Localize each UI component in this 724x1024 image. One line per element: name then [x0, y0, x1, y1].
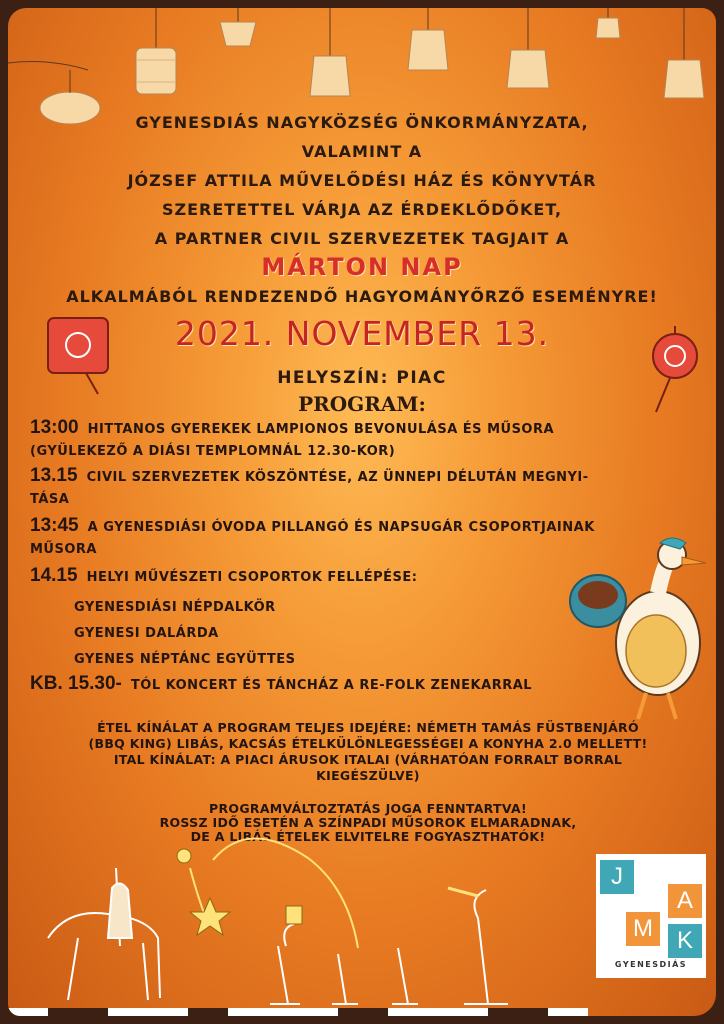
program-time: KB. 15.30- [30, 673, 122, 694]
drink-line: ITAL KÍNÁLAT: A PIACI ÁRUSOK ITALAI (VÁRHATÓAN FORRALT BORRAL [113, 752, 623, 767]
logo-caption: GYENESDIÁS [614, 960, 688, 969]
program-item-continuation: (GYÜLEKEZŐ A DIÁSI TEMPLOMNÁL 12.30-KOR) [30, 444, 396, 459]
header-line: ALKALMÁBÓL RENDEZENDŐ HAGYOMÁNYŐRZŐ ESEMÉNYRE! [66, 287, 658, 306]
performer-group: GYENESI DALÁRDA [74, 626, 219, 641]
program-item [30, 417, 710, 441]
invitation-header [8, 108, 716, 311]
notice-line: ROSSZ IDŐ ESETÉN A SZÍNPADI MŰSOROK ELMARADNAK, [159, 815, 577, 830]
jamk-logo [596, 854, 706, 978]
event-poster [8, 8, 716, 1016]
notice-line: DE A LIBÁS ÉTELEK ELVITELRE FOGYASZTHATÓK! [190, 829, 546, 844]
program-time: 13:45 [30, 515, 79, 536]
header-line: VALAMINT A [301, 142, 423, 161]
performer-group: GYENES NÉPTÁNC EGYÜTTES [74, 652, 296, 667]
program-item [30, 465, 710, 489]
food-info [38, 720, 698, 784]
program-text: CIVIL SZERVEZETEK KÖSZÖNTÉSE, AZ ÜNNEPI DÉLUTÁN MEGNYI- [86, 470, 589, 485]
program-item-continuation: TÁSA [30, 492, 70, 507]
event-name: MÁRTON NAP [261, 253, 463, 281]
program-title: PROGRAM: [298, 392, 426, 416]
drink-line: KIEGÉSZÜLVE) [316, 768, 420, 783]
performer-group: GYENESDIÁSI NÉPDALKÖR [74, 600, 276, 615]
organizer-line: GYENESDIÁS NAGYKÖZSÉG ÖNKORMÁNYZATA, [135, 113, 589, 132]
header-line: JÓZSEF ATTILA MŰVELŐDÉSI HÁZ ÉS KÖNYVTÁR [127, 171, 597, 190]
notice-line: PROGRAMVÁLTOZTATÁS JOGA FENNTARTVA! [209, 801, 527, 816]
program-text: A GYENESDIÁSI ÓVODA PILLANGÓ ÉS NAPSUGÁR CSOPORTJAINAK [87, 520, 595, 535]
logo-letter-a: A [668, 884, 702, 918]
event-date: 2021. NOVEMBER 13. [174, 314, 550, 353]
program-text: HITTANOS GYEREKEK LAMPIONOS BEVONULÁSA ÉS MŰSORA [87, 422, 555, 437]
program-text: HELYI MŰVÉSZETI CSOPORTOK FELLÉPÉSE: [86, 570, 418, 585]
food-line: ÉTEL KÍNÁLAT A PROGRAM TELJES IDEJÉRE: NÉMETH TAMÁS FÜSTBENJÁRÓ [97, 720, 639, 735]
food-line: (BBQ KING) LIBÁS, KACSÁS ÉTELKÜLÖNLEGESSÉGEI A KONYHA 2.0 MELLETT! [88, 736, 648, 751]
program-item-continuation: MŰSORA [30, 542, 97, 557]
logo-letter-k: K [668, 924, 702, 958]
lantern-icon [596, 8, 620, 38]
program-time: 14.15 [30, 565, 78, 586]
goose-chef-illustration [568, 533, 716, 723]
venue: HELYSZÍN: PIAC [277, 368, 447, 388]
program-time: 13:00 [30, 417, 79, 438]
lantern-icon [310, 8, 350, 96]
lantern-icon [408, 8, 448, 70]
program-time: 13.15 [30, 465, 78, 486]
lantern-icon [507, 8, 549, 88]
program-text: TÓL KONCERT ÉS TÁNCHÁZ A RE-FOLK ZENEKARRAL [130, 678, 533, 693]
lantern-icon [136, 8, 176, 94]
logo-letter-j: J [600, 860, 634, 894]
lantern-procession-illustration [8, 828, 588, 1016]
header-line: SZERETETTEL VÁRJA AZ ÉRDEKLŐDŐKET, [161, 200, 563, 219]
logo-letter-m: M [626, 912, 660, 946]
header-line: A PARTNER CIVIL SZERVEZETEK TAGJAIT A [154, 229, 570, 248]
lantern-icon [220, 8, 256, 46]
lantern-icon [664, 8, 704, 98]
